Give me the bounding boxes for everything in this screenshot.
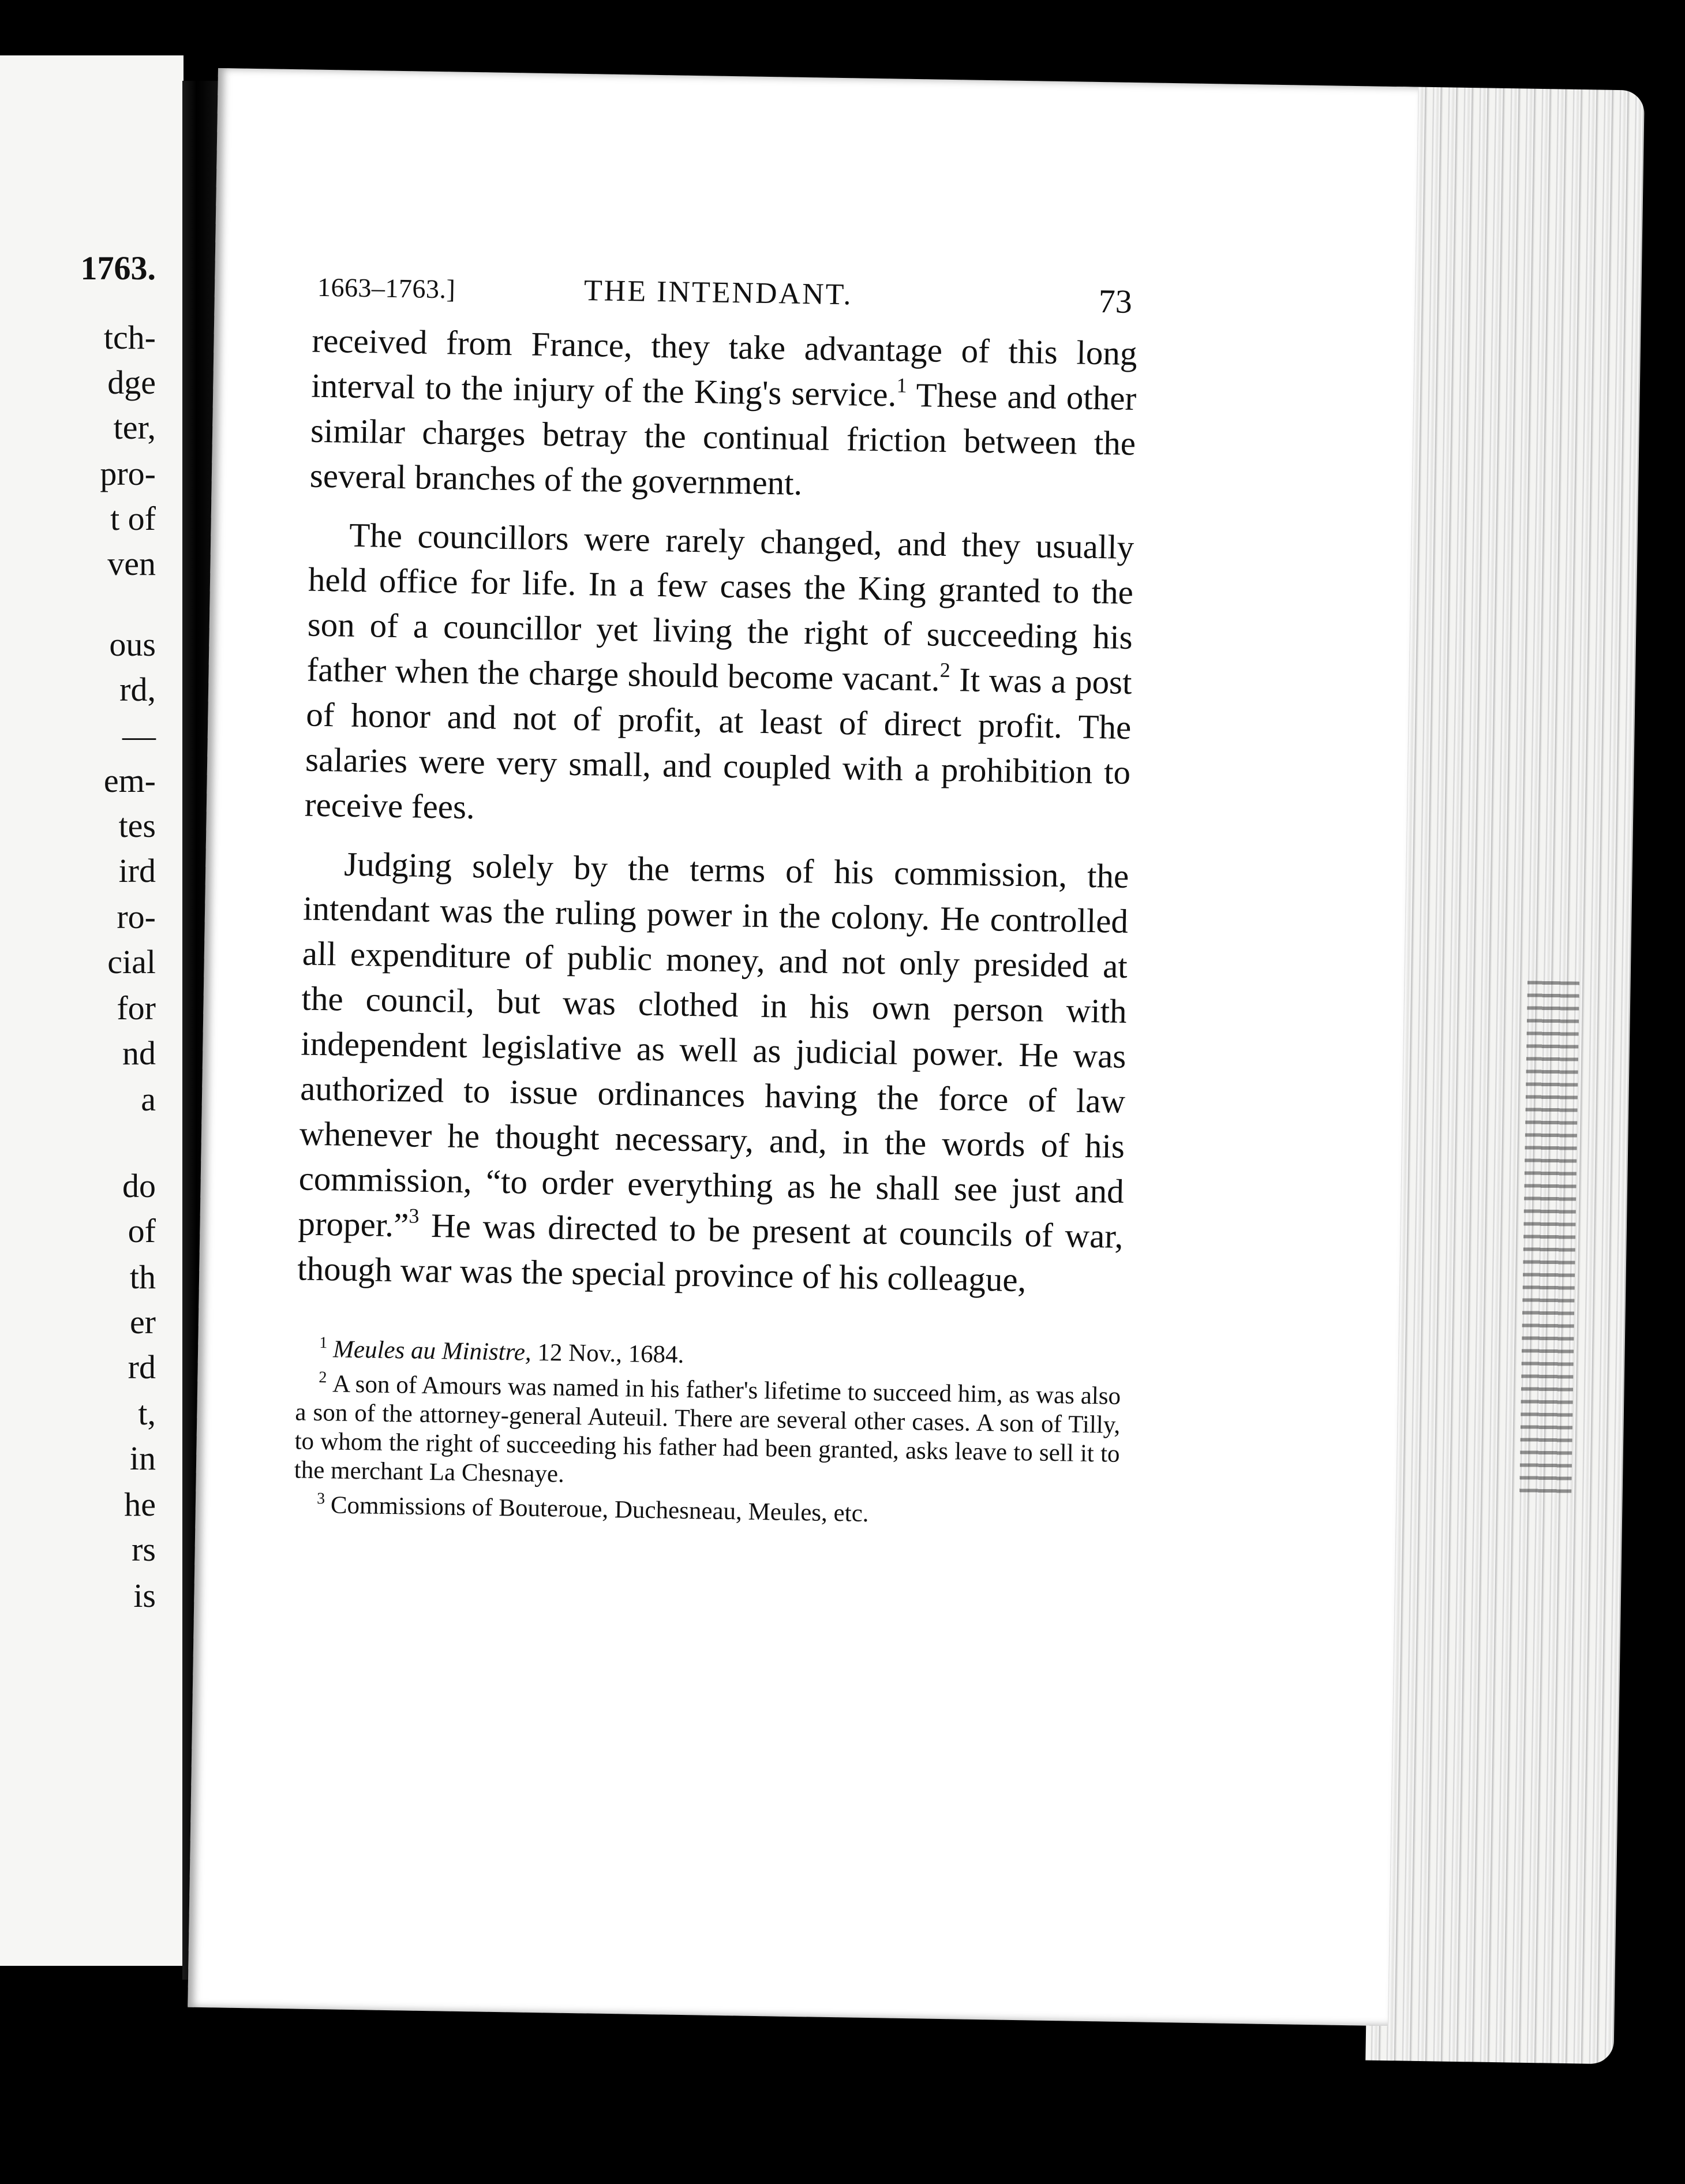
running-head-date-range: 1663–1763.] <box>317 272 456 304</box>
previous-page-fragment: ro- <box>117 898 156 936</box>
paragraph-2 <box>304 512 1134 840</box>
previous-page-fragment: he <box>124 1486 156 1523</box>
page-edges-shading <box>1519 981 1579 1501</box>
paragraph-2-text-b: It was a post of honor and not of profit, at least of direct profit. The salaries were very small, and coupled with a prohibition to receive fees. <box>304 660 1133 827</box>
previous-page-fragment: cial <box>107 943 156 981</box>
paragraph-2-text-a: The councillors were rarely changed, and they usually held office for life. In a few cases the King granted to the son of a councillor yet living the right of succeeding his father when the charge should become vacant. <box>306 515 1134 698</box>
book-page <box>188 68 1418 2026</box>
previous-page-fragment: rd, <box>119 671 156 708</box>
previous-page-fragment: pro- <box>100 455 156 492</box>
previous-page-fragment: of <box>128 1212 156 1250</box>
paragraph-1-tail: These and other similar charges betray the continual friction between the several branches of the government. <box>309 376 1137 502</box>
previous-page-fragment: tes <box>118 807 156 844</box>
previous-page-fragment: in <box>129 1439 156 1477</box>
previous-page-fragment: ous <box>109 626 156 663</box>
previous-page-fragment: ird <box>118 852 156 889</box>
previous-page-fragment: rd <box>128 1348 156 1386</box>
footnote-2-text: A son of Amours was named in his father's lifetime to succeed him, as was also a son of the attorney-general Auteuil. There are several other cases. A son of Tilly, to whom the right of succeeding his father had been granted, asks leave to sell it to the merchant La Chesnaye. <box>294 1370 1121 1488</box>
previous-page-fragment: t of <box>110 500 156 537</box>
footnote-2 <box>294 1369 1121 1497</box>
previous-page-fragment: is <box>133 1577 156 1614</box>
page-number: 73 <box>1098 282 1133 320</box>
running-head-title: THE INTENDANT. <box>583 274 853 312</box>
footnote-1-italic: Meules au Ministre, <box>332 1336 532 1366</box>
previous-page-fragment: em- <box>103 762 156 799</box>
previous-page-fragment: ter, <box>113 409 156 446</box>
paragraph-1 <box>309 318 1137 511</box>
body-text <box>297 318 1137 1304</box>
footnote-1 <box>296 1334 1122 1376</box>
previous-page-fragment: th <box>129 1258 156 1296</box>
footnote-ref-2: 2 <box>939 658 951 682</box>
footnote-3-marker: 3 <box>316 1489 325 1508</box>
previous-page-fragment: — <box>122 717 156 754</box>
footnote-ref-3: 3 <box>409 1204 420 1228</box>
footnote-3 <box>294 1490 1119 1532</box>
footnote-3-text: Commissions of Bouteroue, Duchesneau, Meules, etc. <box>330 1491 869 1528</box>
previous-page-edge <box>0 55 184 1966</box>
previous-page-fragment: do <box>122 1167 156 1205</box>
previous-page-fragment: t, <box>138 1394 156 1432</box>
footnote-ref-1: 1 <box>896 373 907 397</box>
previous-page-fragment: rs <box>132 1531 156 1568</box>
footnote-1-marker: 1 <box>319 1334 328 1352</box>
previous-page-fragment: dge <box>107 364 156 401</box>
footnotes <box>294 1334 1122 1532</box>
footnote-2-marker: 2 <box>319 1368 327 1387</box>
paragraph-1-text: received from France, they take advantage of this long interval to the injury of the King's service. <box>310 321 1137 414</box>
previous-page-fragment: for <box>117 989 156 1027</box>
paragraph-3-text-a: Judging solely by the terms of his commission, the intendant was the ruling power in the colony. He controlled all expenditure of public money, and not only presided at the council, but was clothed in his own person with independent legislative as well as judicial power. He was authorized to issue ordinances having the force of law whenever he thought necessary, and, in the words of his commission, “to order everything as he shall see just and proper.” <box>298 844 1129 1244</box>
previous-page-fragment: er <box>129 1303 156 1341</box>
page-content <box>293 266 1138 1538</box>
previous-page-fragment: a <box>141 1080 156 1118</box>
previous-page-fragment: tch- <box>103 319 156 356</box>
previous-page-fragment: ven <box>107 545 156 582</box>
footnote-1-text: 12 Nov., 1684. <box>531 1338 684 1368</box>
paragraph-3 <box>297 841 1129 1304</box>
previous-page-fragment: nd <box>122 1034 156 1072</box>
paragraph-3-text-b: He was directed to be present at councils of war, though war was the special province of his colleague, <box>297 1206 1124 1299</box>
previous-page-fragment: 1763. <box>80 249 156 287</box>
